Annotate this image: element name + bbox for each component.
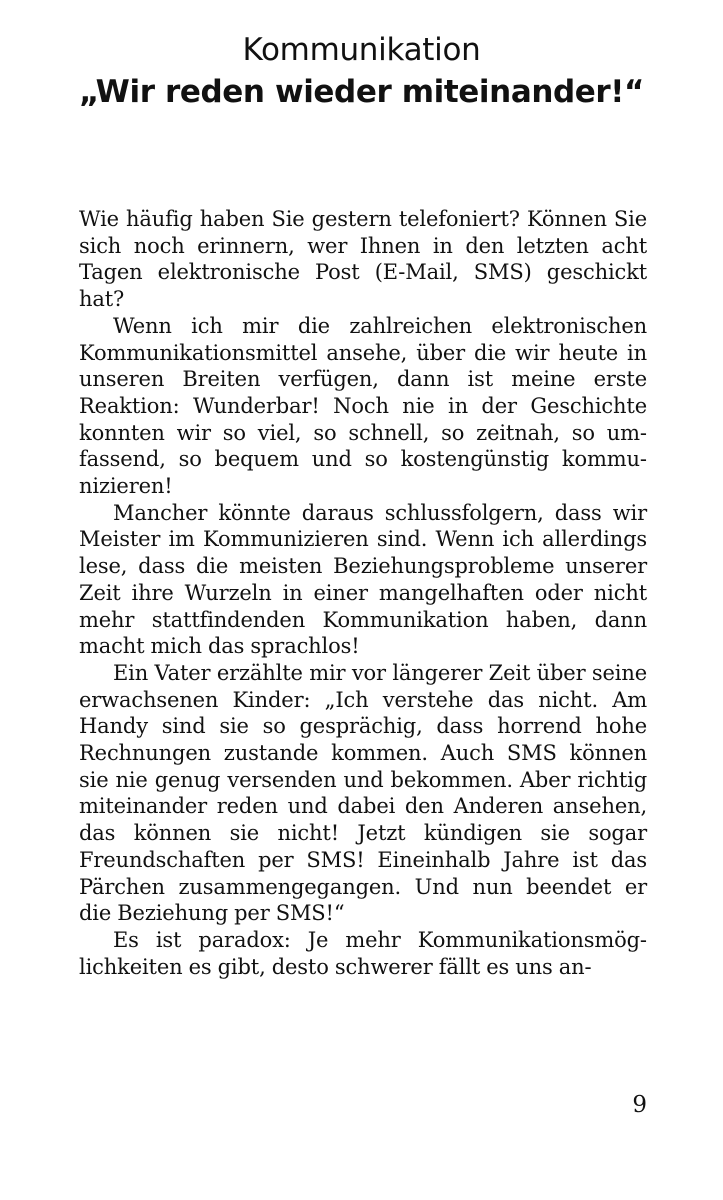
paragraph-5: Es ist paradox: Je mehr Kommunikationsmöglichkeiten es gibt, desto schwerer fällt es uns an- bbox=[79, 927, 647, 979]
paragraph-3: Mancher könnte daraus schlussfolgern, dass wir Meister im Kommunizieren sind. Wenn ich allerdings lese, dass die meisten Beziehungsprobleme unserer Zeit ihre Wurzeln in einer mangelhaften oder nicht mehr stattfindenden Kommunikation haben, dann macht mich das sprachlos! bbox=[79, 500, 647, 659]
chapter-heading bbox=[0, 28, 723, 112]
paragraph-4: Ein Vater erzählte mir vor längerer Zeit über seine erwachsenen Kinder: „Ich verstehe das nicht. Am Handy sind sie so gesprächig, dass horrend hohe Rechnungen zustande kommen. Auch SMS können sie nie genug versenden und bekommen. Aber richtig miteinander reden und dabei den Anderen ansehen, das können sie nicht! Jetzt kündigen sie sogar Freundschaften per SMS! Eineinhalb Jahre ist das Pärchen zusammengegangen. Und nun beendet er die Beziehung per SMS!“ bbox=[79, 660, 647, 926]
chapter-title: Kommunikation bbox=[242, 32, 481, 68]
page-number: 9 bbox=[632, 1092, 647, 1118]
paragraph-2: Wenn ich mir die zahlreichen elektronischen Kommunikationsmittel ansehe, über die wir heute in unseren Breiten verfügen, dann ist meine erste Reaktion: Wunderbar! Noch nie in der Geschichte konnten wir so viel, so schnell, so zeitnah, so umfassend, so bequem und so kostengünstig kommunizieren! bbox=[79, 313, 647, 499]
paragraph-1: Wie häufig haben Sie gestern telefoniert? Können Sie sich noch erinnern, wer Ihnen in den letzten acht Tagen elektronische Post (E-Mail, SMS) geschickt hat? bbox=[79, 207, 647, 312]
body-text bbox=[79, 206, 647, 980]
chapter-subtitle: „Wir reden wieder miteinander!“ bbox=[78, 74, 645, 110]
